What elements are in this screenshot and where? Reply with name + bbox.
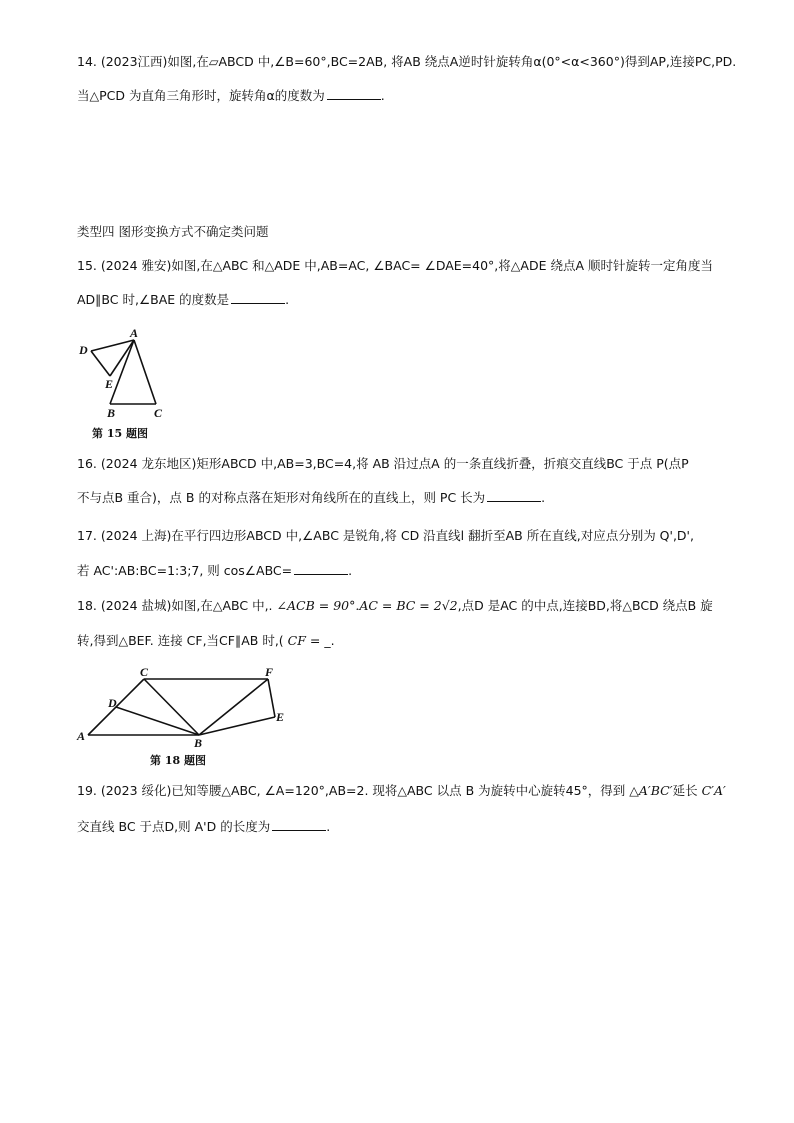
q14-line2: 当△PCD 为直角三角形时，旋转角α的度数为 .: [77, 88, 385, 103]
q15-label-A: A: [130, 326, 139, 340]
q17-answer-blank: [294, 573, 348, 575]
q18-label-E: E: [276, 710, 285, 724]
q15-edge-DE: [91, 351, 110, 376]
q15-caption: 第 15 题图: [92, 427, 148, 440]
q15-line2-text: AD∥BC 时,∠BAE 的度数是: [77, 292, 230, 307]
q18-line2: [77, 633, 335, 649]
q15-label-E: E: [105, 377, 114, 391]
q15-label-D: D: [79, 343, 88, 357]
q15-line2: AD∥BC 时,∠BAE 的度数是 .: [77, 292, 290, 307]
q18-edge-CB: [144, 679, 199, 735]
q16-answer-blank: [487, 500, 541, 502]
q18-line2-pre: 转,得到△BEF. 连接 CF,当CF∥AB 时,(: [77, 633, 284, 648]
q18-line1-math: ∠ACB = 90°.AC = BC = 2√2: [276, 598, 458, 613]
q14-line1: 14. (2023江西)如图,在▱ABCD 中,∠B=60°,BC=2AB, 将AB 绕点A逆时针旋转角α(0°<α<360°)得到AP,连接PC,PD.: [77, 54, 737, 69]
q19-line1: [77, 783, 726, 799]
q17-line1: 17. (2024 上海)在平行四边形ABCD 中,∠ABC 是锐角,将 CD 沿直线l 翻折至AB 所在直线,对应点分别为 Q',D',: [77, 528, 694, 543]
q16-line2: 不与点B 重合)，点 B 的对称点落在矩形对角线所在的直线上，则 PC 长为 .: [77, 490, 546, 505]
q18-line2-math: CF =: [287, 633, 325, 648]
q15-label-C: C: [154, 406, 163, 420]
q19-line1-math1: △A′BC′: [629, 783, 673, 798]
q19-line2: 交直线 BC 于点D,则 A'D 的长度为 .: [77, 819, 331, 834]
q18-label-F: F: [265, 665, 274, 679]
q19-line1-mid: 延长: [672, 783, 702, 798]
q19-line1-pre: 19. (2023 绥化)已知等腰△ABC, ∠A=120°,AB=2. 现将△ABC 以点 B 为旋转中心旋转45°，得到: [77, 783, 630, 798]
q14-line2-text: 当△PCD 为直角三角形时，旋转角α的度数为: [77, 88, 325, 103]
q18-label-D: D: [108, 696, 117, 710]
q15-edge-AC: [134, 340, 156, 404]
q18-label-B: B: [194, 736, 203, 750]
q19-answer-blank: [272, 829, 326, 831]
q15-figure: [76, 326, 176, 422]
q18-line1-pre: 18. (2024 盐城)如图,在△ABC 中,.: [77, 598, 273, 613]
q18-edge-FE: [268, 679, 275, 717]
q18-label-C: C: [140, 665, 149, 679]
q18-line1-post: ,点D 是AC 的中点,连接BD,将△BCD 绕点B 旋: [457, 598, 713, 613]
q15-line1: 15. (2024 雅安)如图,在△ABC 和△ADE 中,AB=AC, ∠BAC= ∠DAE=40°,将△ADE 绕点A 顺时针旋转一定角度当: [77, 258, 713, 273]
q16-line2-text: 不与点B 重合)，点 B 的对称点落在矩形对角线所在的直线上，则 PC 长为: [77, 490, 486, 505]
q18-figure: [76, 664, 306, 750]
q15-label-B: B: [107, 406, 116, 420]
q18-caption: 第 18 题图: [150, 754, 206, 767]
section-heading: 类型四 图形变换方式不确定类问题: [77, 224, 269, 239]
q16-line1: 16. (2024 龙东地区)矩形ABCD 中,AB=3,BC=4,将 AB 沿过点A 的一条直线折叠，折痕交直线BC 于点 P(点P: [77, 456, 689, 471]
q19-line1-math2: C′A′: [701, 783, 726, 798]
q18-line2-post: _.: [324, 633, 335, 648]
q19-line2-text: 交直线 BC 于点D,则 A'D 的长度为: [77, 819, 271, 834]
q15-answer-blank: [231, 302, 285, 304]
q17-line2: 若 AC':AB:BC=1:3;7, 则 cos∠ABC= .: [77, 563, 353, 578]
q18-edge-DB: [116, 707, 199, 735]
q17-line2-text: 若 AC':AB:BC=1:3;7, 则 cos∠ABC=: [77, 563, 293, 578]
q18-label-A: A: [77, 729, 86, 743]
q18-line1: [77, 598, 713, 614]
q14-answer-blank: [327, 98, 381, 100]
